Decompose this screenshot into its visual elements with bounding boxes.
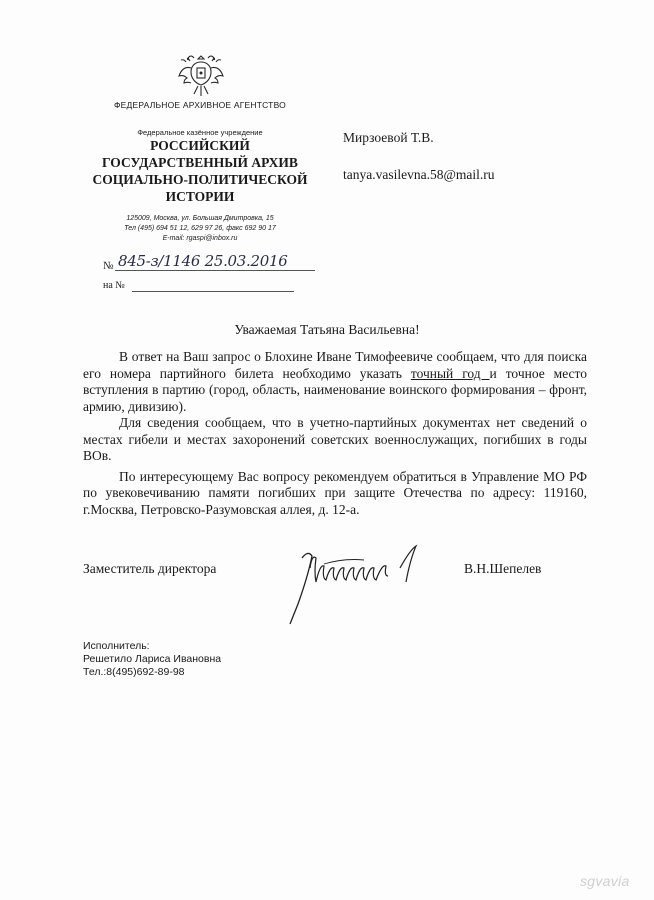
paragraph-1-start: В ответ на Ваш запрос о Блохине Иване Тимофеевиче сообщаем, что для поиска его номера партийного билета необходимо указать (83, 349, 587, 381)
institution-type: Федеральное казённое учреждение (137, 128, 263, 137)
outgoing-number-handwritten: 845-з/1146 25.03.2016 (118, 252, 288, 270)
institution-phones: Тел (495) 694 51 12, 629 97 26, факс 692 90 17 (124, 225, 276, 232)
executor-name: Решетило Лариса Ивановна (83, 653, 222, 665)
institution-name-line: ИСТОРИИ (165, 189, 235, 204)
paragraph-1 (83, 349, 587, 415)
watermark: sgvavia (580, 873, 630, 889)
institution-name (86, 137, 314, 205)
recipient-email: tanya.vasilevna.58@mail.ru (343, 167, 495, 182)
paragraph-3: По интересующему Вас вопросу рекомендуем обратиться в Управление МО РФ по увековечиванию памяти погибших при защите Отечества по адресу: 119160, г.Москва, Петровско-Разумовская аллея, д. 12-а. (83, 468, 587, 517)
institution-name-line: ГОСУДАРСТВЕННЫЙ АРХИВ (102, 155, 298, 170)
paragraph-1-end: и точное место вступления в партию (город, область, наименование воинского формирования – фронт, армию, дивизию). (83, 365, 587, 414)
executor-phone: Тел.:8(495)692-89-98 (83, 666, 185, 678)
recipient-name: Мирзоевой Т.В. (343, 130, 434, 145)
agency-name: ФЕДЕРАЛЬНОЕ АРХИВНОЕ АГЕНТСТВО (114, 100, 286, 110)
executor-block (83, 640, 221, 679)
institution-name-line: СОЦИАЛЬНО-ПОЛИТИЧЕСКОЙ (92, 172, 308, 187)
signatory-name: В.Н.Шепелев (464, 561, 542, 576)
salutation: Уважаемая Татьяна Васильевна! (234, 322, 420, 337)
institution-name-line: РОССИЙСКИЙ (150, 138, 250, 153)
letter-body (83, 349, 587, 518)
underlined-exact-year: точный год (410, 365, 490, 381)
reply-to-label: на № (103, 280, 125, 291)
executor-label: Исполнитель: (83, 640, 150, 652)
number-underline (115, 270, 315, 271)
signatory-title: Заместитель директора (83, 561, 217, 576)
institution-contacts (98, 214, 302, 244)
double-headed-eagle-icon (176, 50, 226, 102)
institution-address: 125009, Москва, ул. Большая Дмитровка, 15 (126, 215, 274, 222)
handwritten-signature (280, 538, 440, 628)
reply-to-underline (132, 291, 294, 292)
institution-email: E-mail: rgaspi@inbox.ru (162, 235, 238, 242)
paragraph-2: Для сведения сообщаем, что в учетно-партийных документах нет сведений о местах гибели и местах захоронений советских военнослужащих, погибших в годы ВОв. (83, 415, 587, 463)
number-prefix: № (103, 260, 114, 272)
